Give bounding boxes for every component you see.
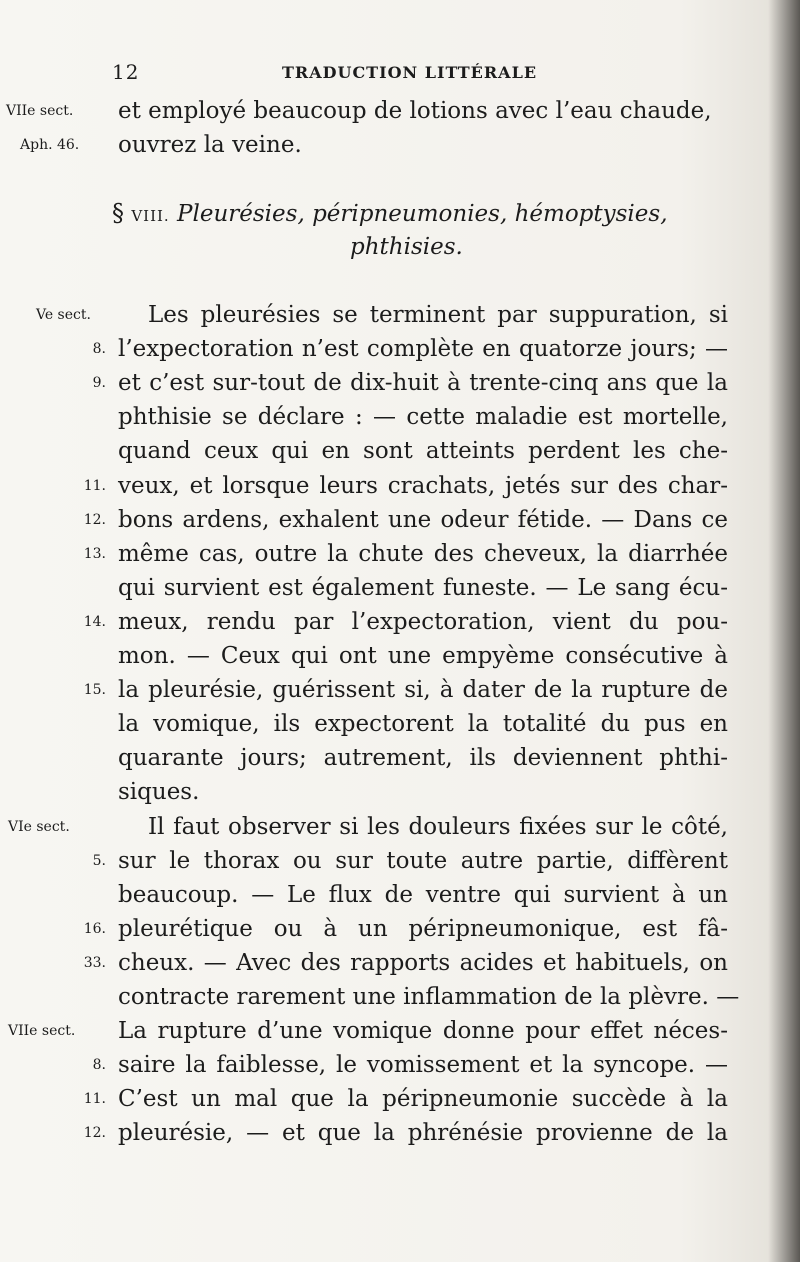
margin-aphorism-number: 5. xyxy=(92,853,106,869)
section-title-line1: Pleurésies, péripneumonies, hémoptysies, xyxy=(177,201,668,227)
text-line: l’expectoration n’est complète en quatorze jours; — xyxy=(118,336,728,362)
text-line: saire la faiblesse, le vomissement et la syncope. — xyxy=(118,1052,728,1078)
section-number: VIII. xyxy=(131,207,170,225)
text-line: qui survient est également funeste. — Le sang écu- xyxy=(118,575,728,601)
margin-aphorism-ref: Aph. 46. xyxy=(20,137,80,153)
text-line: C’est un mal que la péripneumonie succède à la xyxy=(118,1086,728,1112)
text-line: la pleurésie, guérissent si, à dater de la rupture de xyxy=(118,677,728,703)
text-line: mon. — Ceux qui ont une empyème consécutive à xyxy=(118,643,728,669)
text-line: et c’est sur-tout de dix-huit à trente-cinq ans que la xyxy=(118,370,728,396)
text-line: phthisie se déclare : — cette maladie est mortelle, xyxy=(118,404,728,430)
margin-aphorism-number: 8. xyxy=(92,341,106,357)
page-header xyxy=(0,60,800,90)
page-number: 12 xyxy=(112,60,140,84)
margin-aphorism-number: 8. xyxy=(92,1057,106,1073)
margin-aphorism-number: 13. xyxy=(83,546,106,562)
margin-section-ref: Ve sect. xyxy=(36,307,91,323)
text-line: ouvrez la veine. xyxy=(118,132,302,158)
text-line: Il faut observer si les douleurs fixées sur le côté, xyxy=(148,814,728,840)
margin-aphorism-number: 11. xyxy=(83,1091,106,1107)
running-title: TRADUCTION LITTÉRALE xyxy=(282,63,538,82)
text-line: même cas, outre la chute des cheveux, la diarrhée xyxy=(118,541,728,567)
margin-aphorism-number: 11. xyxy=(83,478,106,494)
margin-section-ref: VIe sect. xyxy=(8,819,70,835)
text-line: beaucoup. — Le flux de ventre qui survient à un xyxy=(118,882,728,908)
text-line: La rupture d’une vomique donne pour effet néces- xyxy=(118,1018,728,1044)
text-line: bons ardens, exhalent une odeur fétide. — Dans ce xyxy=(118,507,728,533)
margin-section-ref: VIIe sect. xyxy=(8,1023,76,1039)
margin-aphorism-number: 33. xyxy=(83,955,106,971)
margin-aphorism-number: 14. xyxy=(83,614,106,630)
text-line: contracte rarement une inflammation de la plèvre. — xyxy=(118,984,740,1010)
text-line: sur le thorax ou sur toute autre partie, diffèrent xyxy=(118,848,728,874)
text-line: Les pleurésies se terminent par suppuration, si xyxy=(148,302,728,328)
margin-aphorism-number: 9. xyxy=(92,375,106,391)
text-line: quarante jours; autrement, ils deviennent phthi- xyxy=(118,745,728,771)
section-heading xyxy=(112,196,732,233)
text-line: cheux. — Avec des rapports acides et habituels, on xyxy=(118,950,728,976)
text-line: meux, rendu par l’expectoration, vient du pou- xyxy=(118,609,728,635)
text-line: siques. xyxy=(118,779,200,805)
text-line: et employé beaucoup de lotions avec l’eau chaude, xyxy=(118,98,712,124)
margin-aphorism-number: 16. xyxy=(83,921,106,937)
text-line: quand ceux qui en sont atteints perdent les che- xyxy=(118,438,728,464)
margin-aphorism-number: 12. xyxy=(83,512,106,528)
margin-aphorism-number: 12. xyxy=(83,1125,106,1141)
text-line: pleurétique ou à un péripneumonique, est fâ- xyxy=(118,916,728,942)
margin-aphorism-number: 15. xyxy=(83,682,106,698)
section-mark: § xyxy=(112,199,124,227)
text-line: la vomique, ils expectorent la totalité du pus en xyxy=(118,711,728,737)
section-title-line2: phthisies. xyxy=(350,234,463,260)
text-line: veux, et lorsque leurs crachats, jetés sur des char- xyxy=(118,473,728,499)
margin-section-ref: VIIe sect. xyxy=(6,103,74,119)
text-line: pleurésie, — et que la phrénésie provienne de la xyxy=(118,1120,728,1146)
